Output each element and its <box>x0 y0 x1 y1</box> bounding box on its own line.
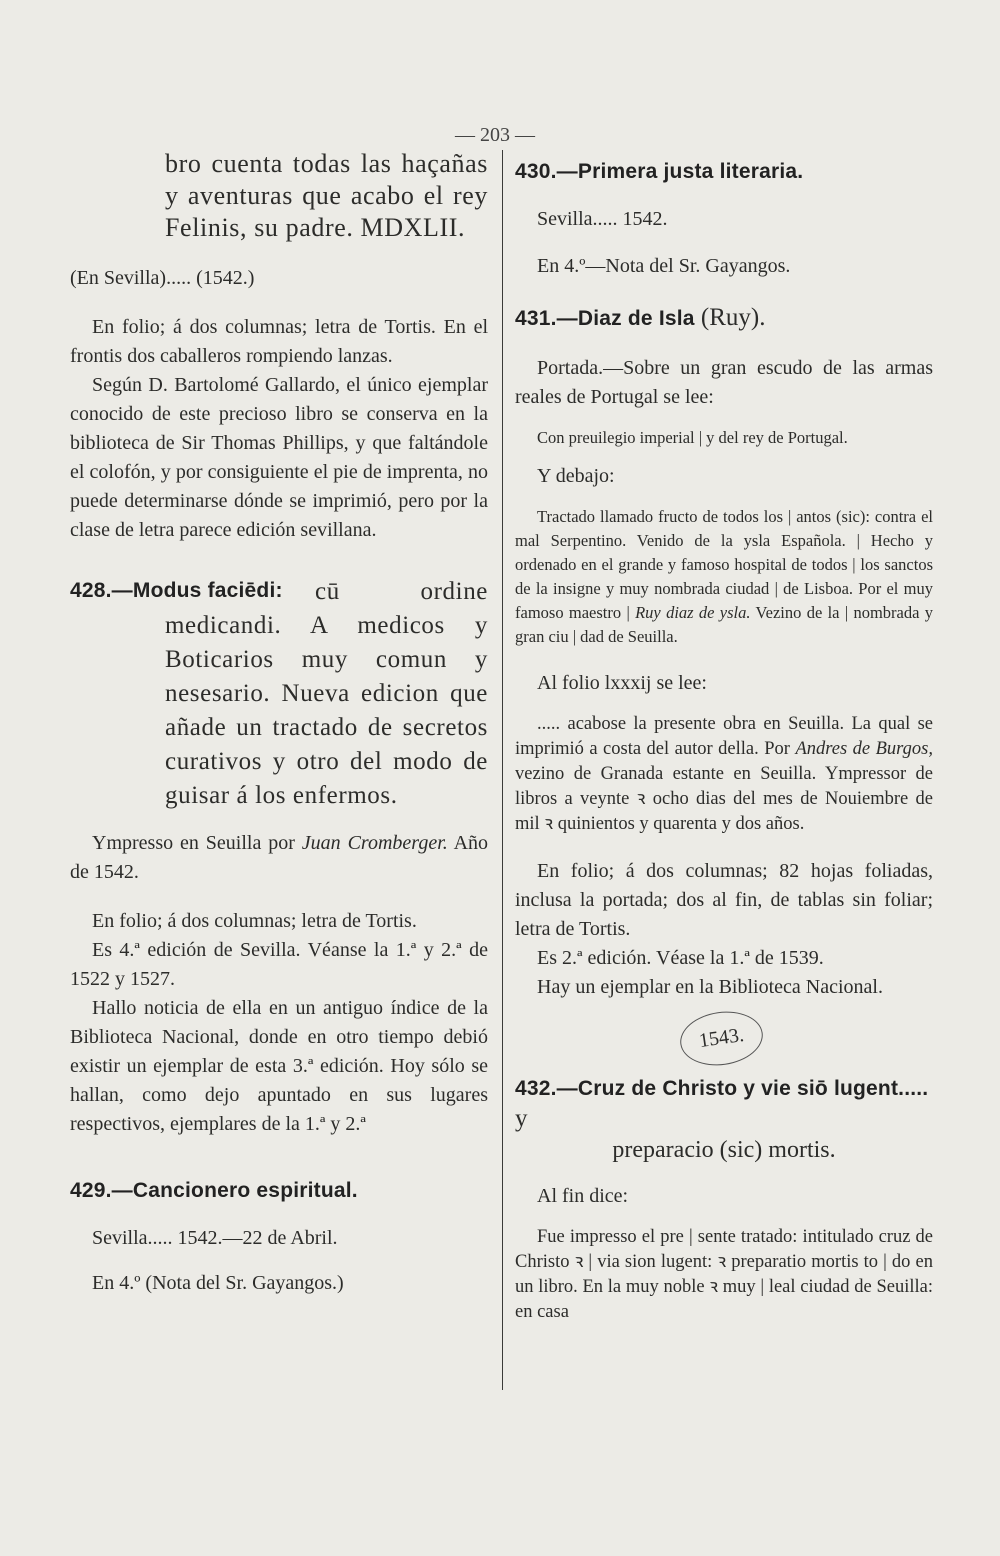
entry-430-note: En 4.º—Nota del Sr. Gayangos. <box>537 255 791 277</box>
entry-431-colophon-end: vezino de Granada estante en Seuilla. Ympressor de libros a veynte ꝛ ocho dias del mes de Nouiembre de mil ꝛ quinientos y quarenta y dos años. <box>515 764 933 834</box>
entry-432-title-cont: preparacio (sic) mortis. <box>612 1137 836 1163</box>
entry-429-heading <box>70 1175 488 1206</box>
entry-431-author: Ruy diaz de ysla. <box>635 603 751 622</box>
entry-431-below-label: Y debajo: <box>537 465 615 487</box>
entry-431-quote-privilege: Con preuilegio imperial | y del rey de Portugal. <box>537 428 848 447</box>
entry-428-edition-note: Es 4.ª edición de Sevilla. Véanse la 1.ª y 2.ª de 1522 y 1527. <box>70 939 488 990</box>
entry-431-title: Diaz de Isla <box>577 307 695 330</box>
entry-431-printer: Andres de Burgos, <box>795 739 933 759</box>
entry-428-printer: Juan Cromberger. <box>301 832 448 854</box>
entry-432-title-rest: y <box>515 1105 528 1132</box>
entry-432-end-label: Al fin dice: <box>537 1185 629 1207</box>
entry-428-number: 428.— <box>70 579 133 602</box>
year-stamp-wrapper <box>515 1012 933 1065</box>
entry-427-title-continuation: bro cuenta todas las haçañas y aventuras que acabo el rey Felinis, su padre. MDXLII. <box>165 149 488 242</box>
entry-428-description: En folio; á dos columnas; letra de Tortis. <box>92 910 417 932</box>
entry-430-title: Primera justa literaria. <box>577 160 804 183</box>
entry-429-imprint: Sevilla..... 1542.—22 de Abril. <box>92 1227 338 1249</box>
entry-430-heading <box>515 156 933 187</box>
entry-429-note: En 4.º (Nota del Sr. Gayangos.) <box>92 1272 344 1294</box>
entry-430-imprint: Sevilla..... 1542. <box>537 208 668 230</box>
entry-430-number: 430.— <box>515 160 578 183</box>
right-column <box>515 148 933 1325</box>
year-stamp: 1543. <box>677 1006 767 1070</box>
column-divider <box>502 150 503 1390</box>
entry-431-heading <box>515 303 933 334</box>
entry-431-number: 431.— <box>515 307 578 330</box>
entry-431-quote-title <box>515 505 933 649</box>
entry-429-title: Cancionero espiritual. <box>132 1179 358 1202</box>
entry-431-edition-note: Es 2.ª edición. Véase la 1.ª de 1539. <box>537 947 824 969</box>
entry-427-description: En folio; á dos columnas; letra de Tortis. En el frontis dos caballeros rompiendo lanzas. <box>70 316 488 367</box>
page-number: — 203 — <box>455 124 535 146</box>
entry-432-heading <box>515 1073 933 1134</box>
entry-428-title-lead: Modus faciēdi: <box>132 579 283 602</box>
entry-432-title: Cruz de Christo y vie siō lugent..... <box>577 1077 929 1100</box>
entry-431-quote-colophon <box>515 712 933 837</box>
entry-431-portada: Portada.—Sobre un gran escudo de las armas reales de Portugal se lee: <box>515 357 933 408</box>
entry-432-number: 432.— <box>515 1077 578 1100</box>
left-column <box>70 148 488 1298</box>
entry-431-folio-label: Al folio lxxxij se lee: <box>537 672 707 694</box>
entry-431-quote-title-end: Vezino de la | nombrada y gran ciu | dad de Seuilla. <box>515 603 934 646</box>
entry-427-note: Según D. Bartolomé Gallardo, el único ejemplar conocido de este precioso libro se conserva en la biblioteca de Sir Thomas Phillips, y que faltándole el colofón, y por consiguiente el pie de imprenta, no puede determinarse dónde se imprimió, pero por la clase de letra parece edición sevillana. <box>70 374 488 541</box>
entry-431-description: En folio; á dos columnas; 82 hojas foliadas, inclusa la portada; dos al fin, de tablas sin foliar; letra de Tortis. <box>515 860 933 940</box>
entry-428-note: Hallo noticia de ella en un antiguo índice de la Biblioteca Nacional, donde en otro tiempo debió existir un ejemplar de esta 3.ª edición. Hoy sólo se hallan, como dejo apuntado en sus lugares respectivos, ejemplares de la 1.ª y 2.ª <box>70 997 488 1135</box>
entry-431-quote-title-text: Tractado llamado fructo de todos los | antos (sic): contra el mal Serpentino. Venido de la ysla Española. | Hecho y ordenado en el grande y famoso hospital de todos | los sanctos de la insigne y muy nombrada ciudad | de Lisboa. Por el muy famoso maestro | <box>515 507 933 622</box>
entry-431-copy-note: Hay un ejemplar en la Biblioteca Nacional. <box>537 976 883 998</box>
entry-428-imprint-year: Año de 1542. <box>70 832 489 883</box>
entry-428-imprint <box>70 829 488 887</box>
entry-427-imprint: (En Sevilla)..... (1542.) <box>70 267 255 289</box>
entry-432-colophon: Fue impresso el pre | sente tratado: intitulado cruz de Christo ꝛ | via sion lugent: ꝛ preparatio mortis to | do en un libro. En la muy noble ꝛ muy | leal ciudad de Seuilla: en casa <box>515 1227 933 1322</box>
entry-431-colophon-text: ..... acabose la presente obra en Seuilla. La qual se imprimió a costa del autor della. Por <box>515 714 933 759</box>
entry-429-number: 429.— <box>70 1179 133 1202</box>
entry-431-title-rest: (Ruy). <box>694 304 766 331</box>
entry-428-title: cū ordine medicandi. A medicos y Boticarios muy comun y nesesario. Nueva edicion que añade un tractado de secretos curativos y otro del modo de guisar á los enfermos. <box>165 578 488 809</box>
entry-428-imprint-text: Ympresso en Seuilla por <box>92 832 302 854</box>
